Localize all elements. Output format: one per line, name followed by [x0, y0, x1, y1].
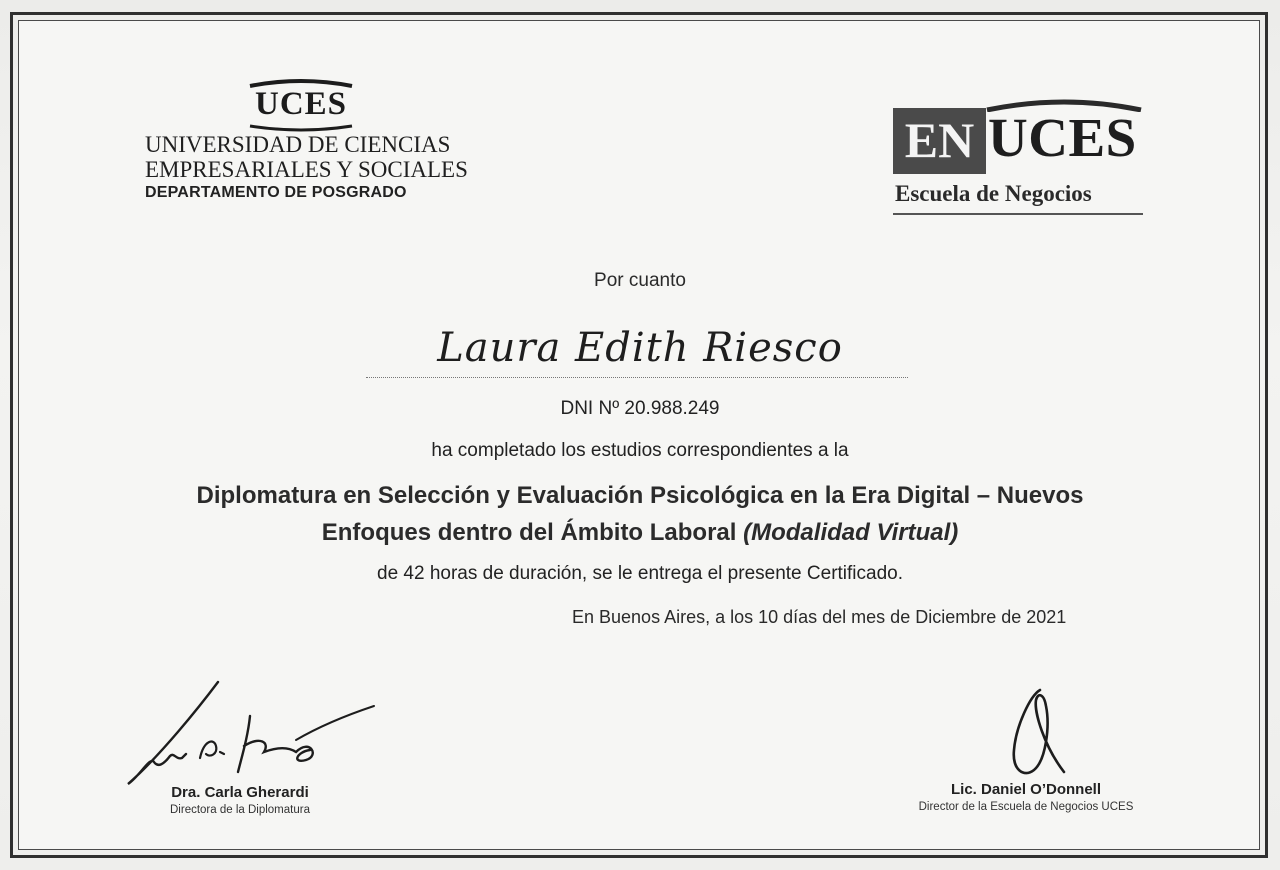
enuces-subtitle: Escuela de Negocios [893, 178, 1143, 215]
signer-role: Director de la Escuela de Negocios UCES [918, 801, 1134, 813]
uces-acronym: UCES [254, 86, 348, 122]
completed-text: ha completado los estudios correspondientes a la [431, 440, 849, 461]
university-name-line-1: UNIVERSIDAD DE CIENCIAS [145, 132, 451, 157]
enuces-word: UCES [988, 107, 1137, 168]
name-underline [366, 377, 908, 378]
enuces-school-logo [893, 98, 1143, 215]
recipient-dni: DNI Nº 20.988.249 [560, 398, 720, 419]
enuces-prefix-box: EN [893, 108, 986, 174]
signer-role: Directora de la Diplomatura [170, 804, 310, 816]
course-title [0, 477, 1280, 551]
course-title-line-2 [0, 514, 1280, 551]
signer-name: Lic. Daniel O’Donnell [950, 781, 1102, 798]
duration-text: de 42 horas de duración, se le entrega el presente Certificado. [377, 563, 903, 584]
signer-name: Dra. Carla Gherardi [171, 784, 309, 801]
signer-odonnell [906, 781, 1146, 813]
course-title-line-1: Diplomatura en Selección y Evaluación Psicológica en la Era Digital – Nuevos [196, 482, 1084, 509]
certificate-intro: Por cuanto [594, 270, 686, 291]
place-and-date: En Buenos Aires, a los 10 días del mes de Diciembre de 2021 [572, 607, 1067, 627]
department-name: DEPARTAMENTO DE POSGRADO [145, 184, 407, 201]
recipient-name: Laura Edith Riesco [437, 325, 843, 371]
uces-university-logo [145, 78, 468, 202]
course-title-line-2-text: Enfoques dentro del Ámbito Laboral [321, 519, 737, 546]
course-modality: (Modalidad Virtual) [743, 519, 959, 546]
signer-gherardi [148, 784, 332, 816]
university-name-line-2: EMPRESARIALES Y SOCIALES [145, 157, 468, 182]
signature-odonnell-icon [1000, 686, 1080, 782]
uces-logo-mark [248, 78, 354, 132]
signature-gherardi-icon [120, 676, 380, 796]
